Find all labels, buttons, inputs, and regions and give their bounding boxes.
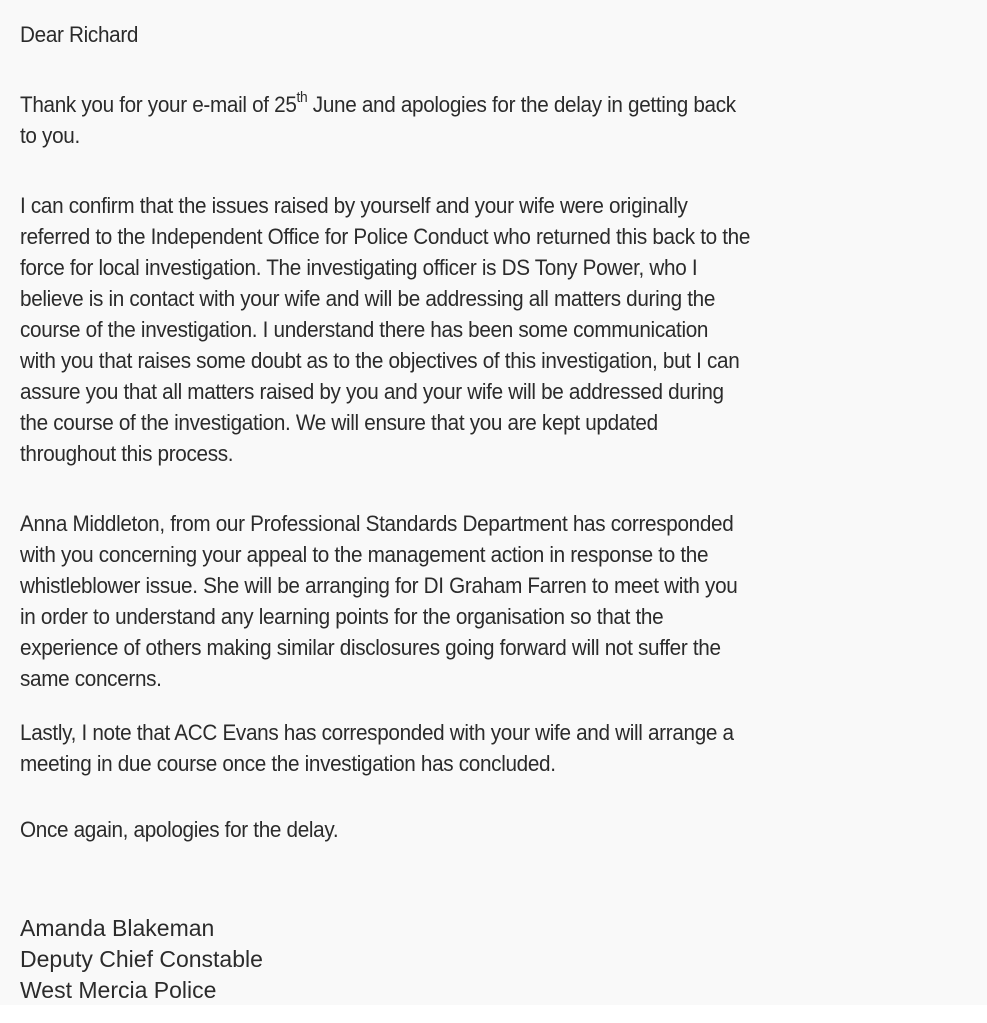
paragraph-line: meeting in due course once the investigation has concluded. — [20, 751, 556, 776]
paragraph-line: referred to the Independent Office for Police Conduct who returned this back to the — [20, 224, 751, 249]
closing-line: Once again, apologies for the delay. — [20, 817, 339, 842]
paragraph-line: same concerns. — [20, 666, 162, 691]
paragraph-line: Lastly, I note that ACC Evans has corresponded with your wife and will arrange a — [20, 720, 734, 745]
paragraph-line: assure you that all matters raised by you and your wife will be addressed during — [20, 379, 724, 404]
page-margin — [0, 1005, 987, 1023]
paragraph-line: the course of the investigation. We will ensure that you are kept updated — [20, 410, 658, 435]
paragraph-line: whistleblower issue. She will be arranging for DI Graham Farren to meet with you — [20, 573, 738, 598]
paragraph-line: in order to understand any learning points for the organisation so that the — [20, 604, 664, 629]
paragraph-line: force for local investigation. The investigating officer is DS Tony Power, who I — [20, 255, 698, 280]
paragraph-line: course of the investigation. I understand there has been some communication — [20, 317, 709, 342]
paragraph-line: experience of others making similar disclosures going forward will not suffer the — [20, 635, 721, 660]
paragraph-line: I can confirm that the issues raised by yourself and your wife were originally — [20, 193, 688, 218]
paragraph-line: Anna Middleton, from our Professional Standards Department has corresponded — [20, 511, 734, 536]
paragraph-line: Thank you for your e-mail of 25th June and apologies for the delay in getting back — [20, 89, 736, 117]
paragraph-line: throughout this process. — [20, 441, 234, 466]
paragraph-line: to you. — [20, 123, 80, 148]
salutation: Dear Richard — [20, 22, 139, 47]
paragraph-line: with you that raises some doubt as to the objectives of this investigation, but I can — [20, 348, 740, 373]
paragraph-line: believe is in contact with your wife and will be addressing all matters during the — [20, 286, 716, 311]
paragraph-line: with you concerning your appeal to the management action in response to the — [20, 542, 709, 567]
signatory-name: Amanda Blakeman — [20, 915, 215, 941]
signatory-title: Deputy Chief Constable — [20, 946, 263, 972]
signatory-organisation: West Mercia Police — [20, 977, 217, 1003]
ordinal-suffix: th — [296, 89, 308, 106]
